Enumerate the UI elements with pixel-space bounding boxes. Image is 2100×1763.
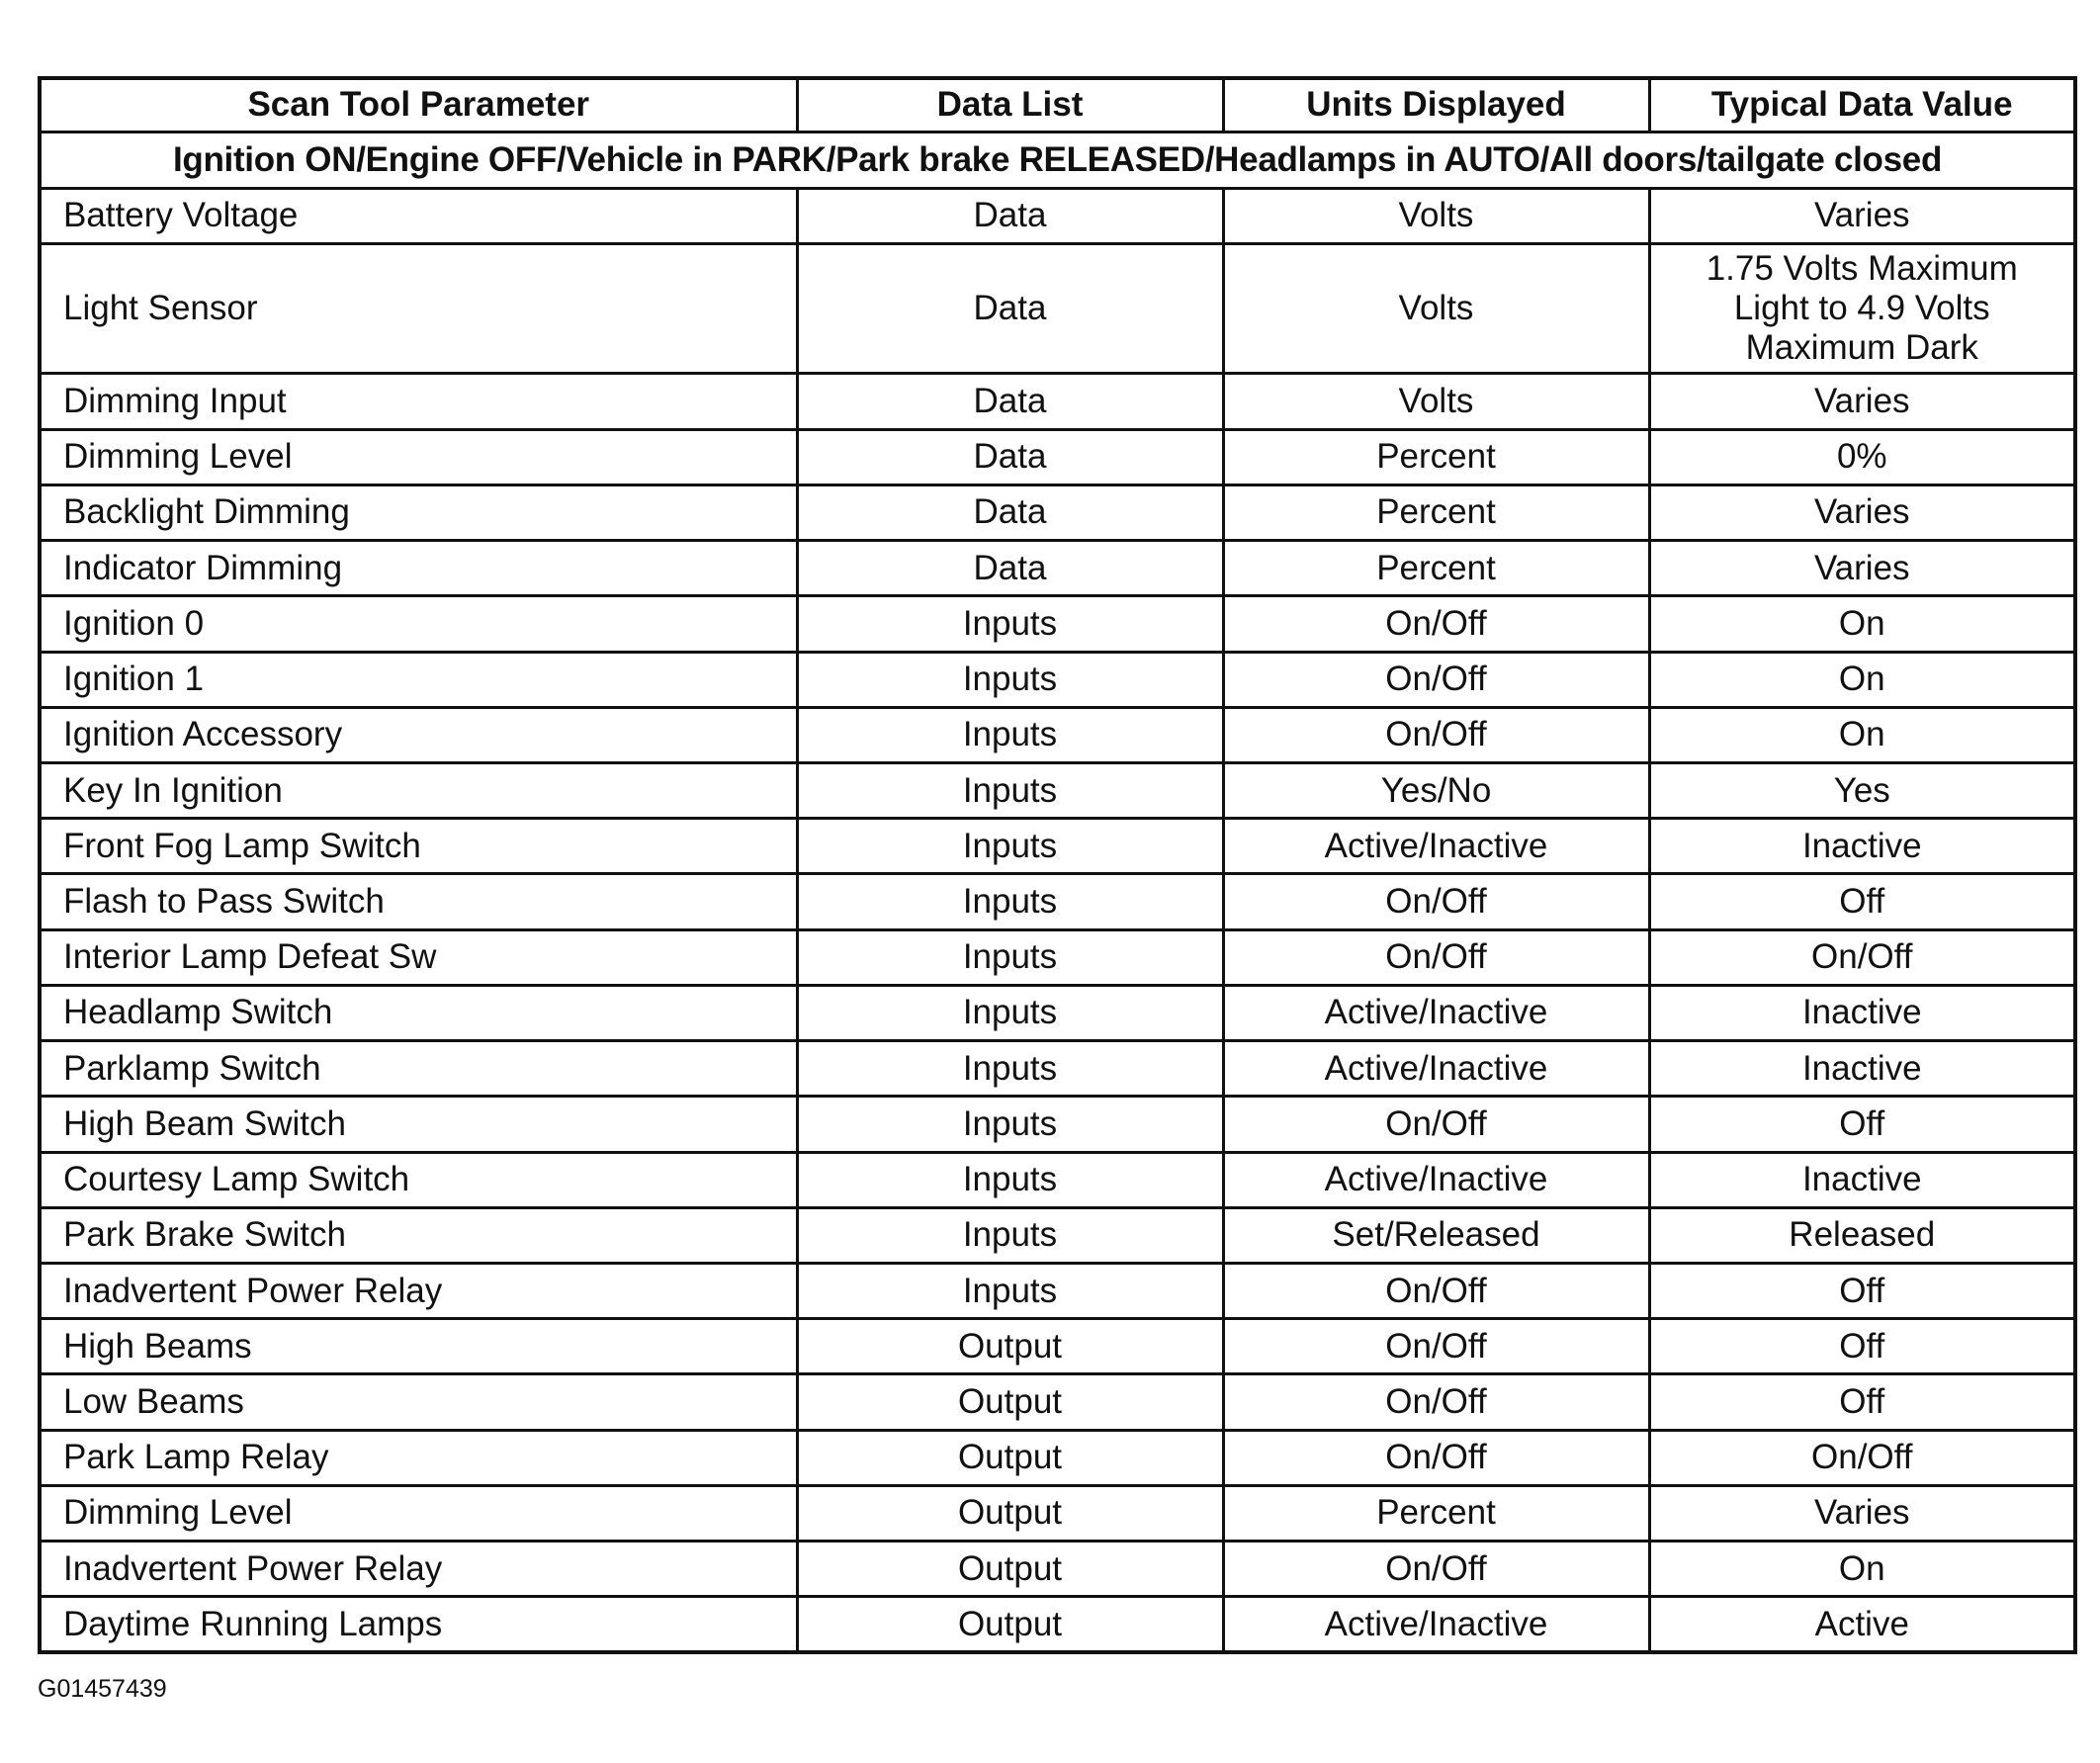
scan-tool-parameter-cell: Interior Lamp Defeat Sw [40,929,797,985]
units-displayed-cell: Volts [1223,374,1649,429]
data-list-cell: Inputs [797,1041,1223,1097]
scan-tool-parameter-cell: Inadvertent Power Relay [40,1542,797,1597]
data-list-cell: Data [797,485,1223,540]
table-row [40,596,2075,652]
units-displayed-cell: Active/Inactive [1223,1597,1649,1652]
data-list-cell: Inputs [797,596,1223,652]
table-row [40,707,2075,762]
scan-tool-parameter-cell: Ignition Accessory [40,707,797,762]
table-row [40,1097,2075,1152]
units-displayed-cell: On/Off [1223,1319,1649,1374]
header-row [40,78,2075,132]
scan-tool-parameter-cell: Indicator Dimming [40,541,797,596]
data-list-cell: Inputs [797,1152,1223,1207]
data-list-cell: Data [797,243,1223,374]
typical-data-value-cell: Off [1649,1097,2075,1152]
typical-data-value-cell: Inactive [1649,1152,2075,1207]
scan-tool-data-table [38,76,2077,1654]
scan-tool-parameter-cell: Park Brake Switch [40,1207,797,1263]
data-list-cell: Inputs [797,985,1223,1040]
typical-data-value-cell: Inactive [1649,819,2075,874]
column-header-units-displayed: Units Displayed [1223,78,1649,132]
table-row [40,819,2075,874]
scan-tool-parameter-cell: Courtesy Lamp Switch [40,1152,797,1207]
figure-id: G01457439 [38,1675,167,1703]
units-displayed-cell: On/Off [1223,1542,1649,1597]
scan-tool-parameter-cell: Low Beams [40,1374,797,1430]
units-displayed-cell: Active/Inactive [1223,985,1649,1040]
units-displayed-cell: On/Off [1223,874,1649,929]
typical-data-value-cell: 0% [1649,429,2075,485]
units-displayed-cell: Percent [1223,1485,1649,1541]
scan-tool-parameter-cell: Front Fog Lamp Switch [40,819,797,874]
data-list-cell: Data [797,541,1223,596]
typical-data-value-cell: 1.75 Volts Maximum Light to 4.9 Volts Maximum Dark [1649,243,2075,374]
typical-data-value-cell: On [1649,652,2075,707]
units-displayed-cell: Volts [1223,188,1649,243]
typical-data-value-cell: On/Off [1649,929,2075,985]
typical-data-value-cell: On [1649,1542,2075,1597]
typical-data-value-cell: On [1649,707,2075,762]
data-list-cell: Data [797,374,1223,429]
table-row [40,874,2075,929]
data-list-cell: Inputs [797,762,1223,818]
scan-tool-parameter-cell: Inadvertent Power Relay [40,1263,797,1318]
scan-tool-parameter-cell: Light Sensor [40,243,797,374]
typical-data-value-cell: Varies [1649,1485,2075,1541]
table-row [40,1597,2075,1652]
table-row [40,1207,2075,1263]
typical-data-value-cell: Off [1649,874,2075,929]
typical-data-value-cell: Varies [1649,374,2075,429]
data-list-cell: Inputs [797,707,1223,762]
units-displayed-cell: On/Off [1223,596,1649,652]
units-displayed-cell: On/Off [1223,929,1649,985]
table-row [40,1430,2075,1485]
table-row [40,188,2075,243]
data-list-cell: Inputs [797,819,1223,874]
units-displayed-cell: Volts [1223,243,1649,374]
scan-tool-parameter-cell: High Beams [40,1319,797,1374]
units-displayed-cell: Active/Inactive [1223,819,1649,874]
units-displayed-cell: Active/Inactive [1223,1152,1649,1207]
scan-tool-parameter-cell: Daytime Running Lamps [40,1597,797,1652]
test-condition-row [40,132,2075,188]
data-list-cell: Inputs [797,929,1223,985]
column-header-data-list: Data List [797,78,1223,132]
typical-data-value-cell: Off [1649,1374,2075,1430]
typical-data-value-cell: On [1649,596,2075,652]
data-list-cell: Output [797,1319,1223,1374]
table-row [40,652,2075,707]
typical-data-value-cell: On/Off [1649,1430,2075,1485]
typical-data-value-cell: Active [1649,1597,2075,1652]
data-list-cell: Output [797,1374,1223,1430]
scan-tool-parameter-cell: Backlight Dimming [40,485,797,540]
table-row [40,1041,2075,1097]
table-row [40,429,2075,485]
typical-data-value-cell: Released [1649,1207,2075,1263]
scan-tool-parameter-cell: Ignition 0 [40,596,797,652]
scan-tool-parameter-cell: Ignition 1 [40,652,797,707]
table-row [40,929,2075,985]
units-displayed-cell: Percent [1223,429,1649,485]
scan-tool-parameter-cell: Park Lamp Relay [40,1430,797,1485]
scan-tool-parameter-cell: Key In Ignition [40,762,797,818]
typical-data-value-cell: Off [1649,1263,2075,1318]
scan-tool-parameter-cell: Dimming Level [40,1485,797,1541]
table-row [40,762,2075,818]
typical-data-value-cell: Inactive [1649,1041,2075,1097]
units-displayed-cell: Percent [1223,485,1649,540]
column-header-scan-tool-parameter: Scan Tool Parameter [40,78,797,132]
data-list-cell: Inputs [797,874,1223,929]
scan-tool-parameter-cell: Battery Voltage [40,188,797,243]
units-displayed-cell: On/Off [1223,652,1649,707]
data-list-cell: Data [797,429,1223,485]
units-displayed-cell: Set/Released [1223,1207,1649,1263]
scan-tool-parameter-cell: Dimming Level [40,429,797,485]
typical-data-value-cell: Yes [1649,762,2075,818]
data-list-cell: Inputs [797,1097,1223,1152]
units-displayed-cell: On/Off [1223,1263,1649,1318]
data-list-cell: Inputs [797,652,1223,707]
table-row [40,1319,2075,1374]
table-row [40,541,2075,596]
typical-data-value-cell: Varies [1649,541,2075,596]
table-row [40,985,2075,1040]
units-displayed-cell: Percent [1223,541,1649,596]
scan-tool-parameter-cell: Parklamp Switch [40,1041,797,1097]
units-displayed-cell: On/Off [1223,1430,1649,1485]
table-row [40,485,2075,540]
data-list-cell: Inputs [797,1263,1223,1318]
table-row [40,1152,2075,1207]
units-displayed-cell: Yes/No [1223,762,1649,818]
units-displayed-cell: On/Off [1223,707,1649,762]
table-row [40,1263,2075,1318]
typical-data-value-cell: Inactive [1649,985,2075,1040]
scan-tool-parameter-cell: Flash to Pass Switch [40,874,797,929]
column-header-typical-data-value: Typical Data Value [1649,78,2075,132]
data-list-cell: Output [797,1597,1223,1652]
data-list-cell: Data [797,188,1223,243]
typical-data-value-cell: Varies [1649,485,2075,540]
units-displayed-cell: Active/Inactive [1223,1041,1649,1097]
test-condition: Ignition ON/Engine OFF/Vehicle in PARK/Park brake RELEASED/Headlamps in AUTO/All doors/tailgate closed [40,132,2075,188]
table-row [40,374,2075,429]
units-displayed-cell: On/Off [1223,1097,1649,1152]
table-row [40,1485,2075,1541]
table-row [40,243,2075,374]
typical-data-value-cell: Off [1649,1319,2075,1374]
table-row [40,1374,2075,1430]
data-list-cell: Output [797,1542,1223,1597]
typical-data-value-cell: Varies [1649,188,2075,243]
scan-tool-parameter-cell: Headlamp Switch [40,985,797,1040]
data-list-cell: Output [797,1430,1223,1485]
units-displayed-cell: On/Off [1223,1374,1649,1430]
scan-tool-parameter-cell: Dimming Input [40,374,797,429]
scan-tool-parameter-cell: High Beam Switch [40,1097,797,1152]
data-list-cell: Output [797,1485,1223,1541]
table-row [40,1542,2075,1597]
data-list-cell: Inputs [797,1207,1223,1263]
